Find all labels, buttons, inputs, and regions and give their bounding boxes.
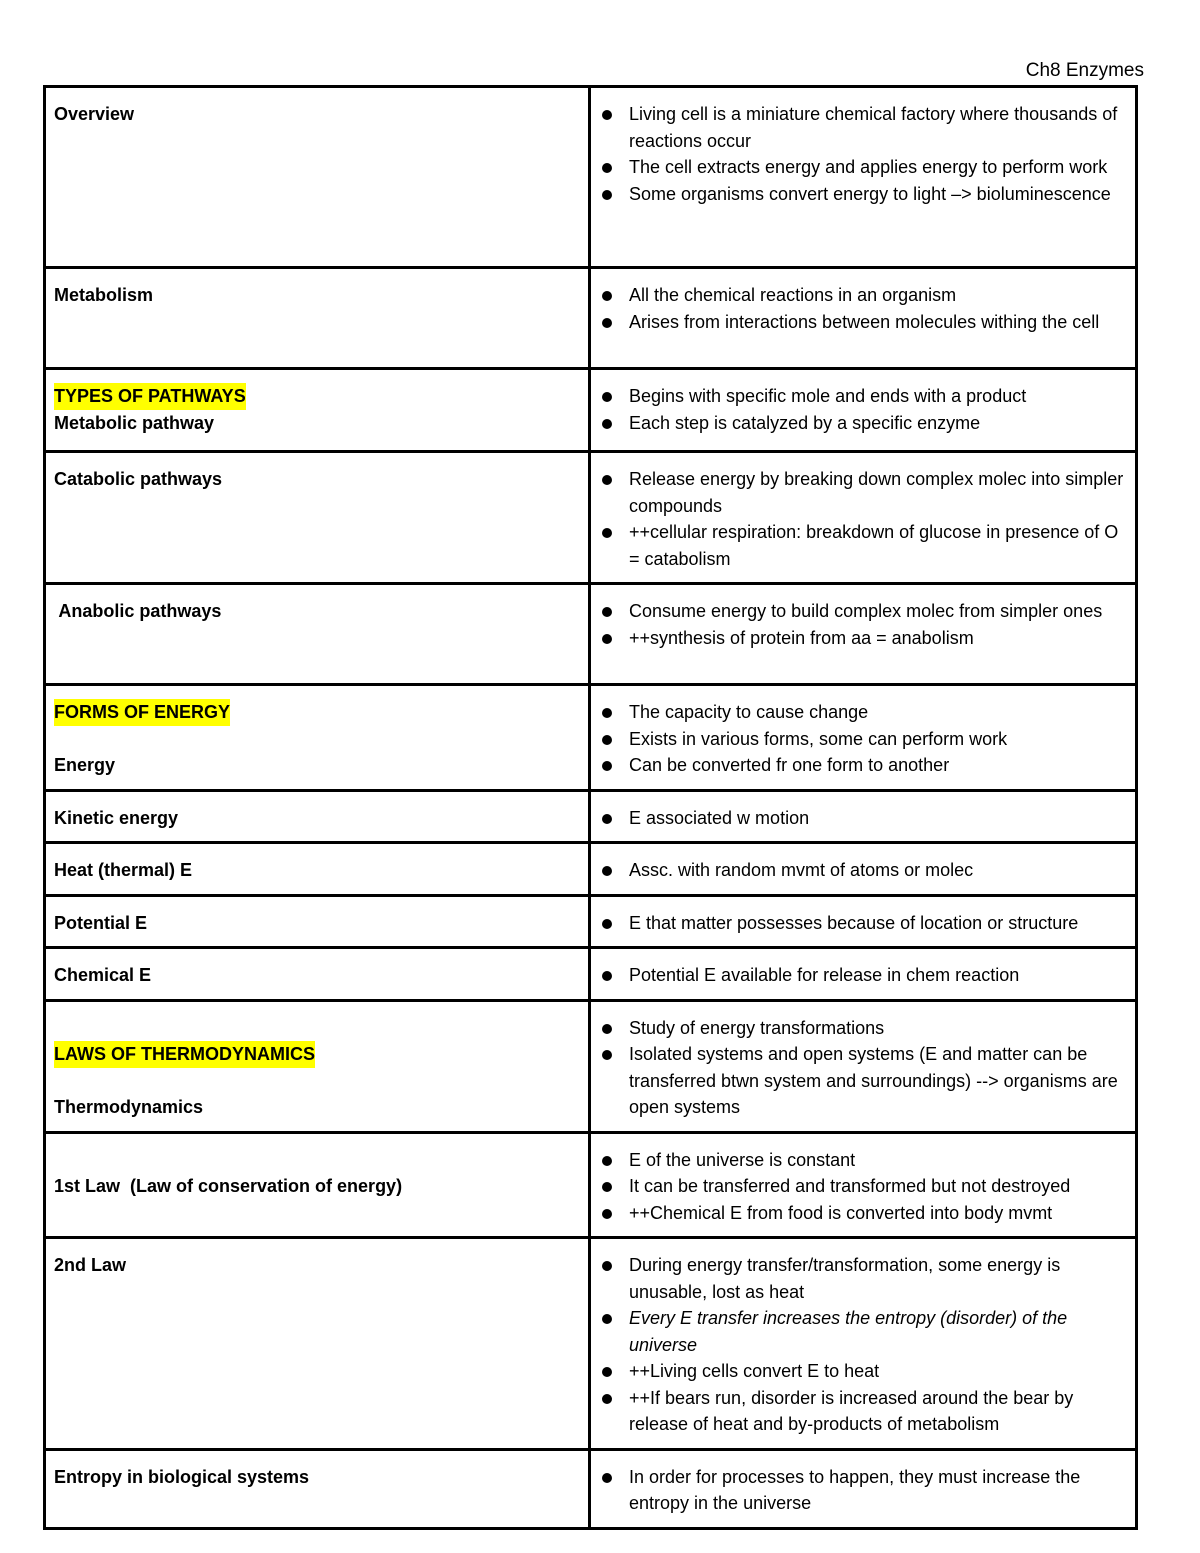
term-label: Metabolic pathway — [54, 412, 215, 433]
bullet-list — [599, 962, 1125, 989]
table-row — [45, 268, 1137, 369]
table-row — [45, 1449, 1137, 1528]
table-row — [45, 948, 1137, 1001]
bullet-list — [599, 1464, 1125, 1517]
list-item: Living cell is a miniature chemical factory where thousands of reactions occur — [599, 101, 1125, 154]
term-label: 2nd Law — [54, 1255, 127, 1275]
bullet-list — [599, 1147, 1125, 1227]
section-heading: LAWS OF THERMODYNAMICS — [54, 1041, 315, 1068]
list-item: E of the universe is constant — [599, 1147, 1125, 1174]
points-cell — [590, 452, 1137, 584]
points-cell — [590, 1000, 1137, 1132]
list-item: Arises from interactions between molecules withing the cell — [599, 309, 1125, 336]
table-row — [45, 584, 1137, 685]
term-cell — [45, 87, 590, 268]
points-cell — [590, 685, 1137, 791]
section-heading: TYPES OF PATHWAYS — [54, 383, 246, 410]
list-item: Assc. with random mvmt of atoms or molec — [599, 857, 1125, 884]
bullet-list — [599, 805, 1125, 832]
term-label: Potential E — [54, 912, 148, 933]
bullet-list — [599, 282, 1125, 335]
list-item: All the chemical reactions in an organism — [599, 282, 1125, 309]
list-item: ++Chemical E from food is converted into body mvmt — [599, 1200, 1125, 1227]
list-item: ++If bears run, disorder is increased around the bear by release of heat and by-products of metabolism — [599, 1385, 1125, 1438]
page-header-title: Ch8 Enzymes — [1025, 60, 1144, 81]
list-item: Isolated systems and open systems (E and matter can be transferred btwn system and surroundings) --> organisms are open systems — [599, 1041, 1125, 1121]
term-label: Entropy in biological systems — [54, 1466, 310, 1487]
term-label: Chemical E — [54, 965, 152, 985]
term-cell — [45, 1000, 590, 1132]
bullet-list — [599, 598, 1125, 651]
list-item: E associated w motion — [599, 805, 1125, 832]
points-cell — [590, 1449, 1137, 1528]
points-cell — [590, 1132, 1137, 1238]
term-cell — [45, 843, 590, 896]
term-label: Thermodynamics — [54, 1097, 204, 1117]
table-row — [45, 1000, 1137, 1132]
bullet-list — [599, 699, 1125, 779]
section-heading: FORMS OF ENERGY — [54, 699, 230, 726]
list-item: ++cellular respiration: breakdown of glucose in presence of O = catabolism — [599, 519, 1125, 572]
points-cell — [590, 369, 1137, 452]
list-item: ++Living cells convert E to heat — [599, 1358, 1125, 1385]
term-cell — [45, 584, 590, 685]
points-cell — [590, 584, 1137, 685]
list-item: Can be converted fr one form to another — [599, 752, 1125, 779]
points-cell — [590, 268, 1137, 369]
term-label: Heat (thermal) E — [54, 860, 193, 880]
table-row — [45, 843, 1137, 896]
list-item: Study of energy transformations — [599, 1015, 1125, 1042]
list-item: Release energy by breaking down complex molec into simpler compounds — [599, 466, 1125, 519]
list-item: Consume energy to build complex molec from simpler ones — [599, 598, 1125, 625]
term-label: Energy — [54, 755, 116, 775]
table-row — [45, 87, 1137, 268]
bullet-list — [599, 1252, 1125, 1438]
bullet-list — [599, 910, 1125, 937]
term-cell — [45, 369, 590, 452]
term-cell — [45, 268, 590, 369]
table-row — [45, 452, 1137, 584]
list-item: Each step is catalyzed by a specific enzyme — [599, 410, 1125, 437]
bullet-list — [599, 857, 1125, 884]
term-cell — [45, 452, 590, 584]
term-cell — [45, 790, 590, 843]
term-label: Anabolic pathways — [54, 601, 222, 621]
bullet-list — [599, 101, 1125, 207]
list-item: It can be transferred and transformed but not destroyed — [599, 1173, 1125, 1200]
points-cell — [590, 843, 1137, 896]
notes-table — [43, 85, 1138, 1530]
table-row — [45, 369, 1137, 452]
points-cell — [590, 87, 1137, 268]
term-label: Catabolic pathways — [54, 469, 223, 489]
list-item: In order for processes to happen, they must increase the entropy in the universe — [599, 1464, 1125, 1517]
term-cell — [45, 948, 590, 1001]
bullet-list — [599, 466, 1125, 572]
term-label: Kinetic energy — [54, 807, 179, 828]
table-row — [45, 790, 1137, 843]
points-cell — [590, 948, 1137, 1001]
table-row — [45, 685, 1137, 791]
list-item: Begins with specific mole and ends with a product — [599, 383, 1125, 410]
list-item: During energy transfer/transformation, some energy is unusable, lost as heat — [599, 1252, 1125, 1305]
table-row — [45, 895, 1137, 948]
term-label: 1st Law (Law of conservation of energy) — [54, 1176, 403, 1196]
term-cell — [45, 1132, 590, 1238]
list-item: The capacity to cause change — [599, 699, 1125, 726]
list-item: Every E transfer increases the entropy (disorder) of the universe — [599, 1305, 1125, 1358]
bullet-list — [599, 383, 1125, 436]
list-item: Exists in various forms, some can perform work — [599, 726, 1125, 753]
term-label: Overview — [54, 104, 135, 124]
bullet-list — [599, 1015, 1125, 1121]
points-cell — [590, 790, 1137, 843]
table-row — [45, 1238, 1137, 1450]
list-item: The cell extracts energy and applies energy to perform work — [599, 154, 1125, 181]
term-cell — [45, 895, 590, 948]
points-cell — [590, 895, 1137, 948]
list-item: Potential E available for release in chem reaction — [599, 962, 1125, 989]
term-cell — [45, 1238, 590, 1450]
list-item: Some organisms convert energy to light –> bioluminescence — [599, 181, 1125, 208]
term-cell — [45, 685, 590, 791]
term-cell — [45, 1449, 590, 1528]
list-item: E that matter possesses because of location or structure — [599, 910, 1125, 937]
table-row — [45, 1132, 1137, 1238]
term-label: Metabolism — [54, 285, 154, 305]
points-cell — [590, 1238, 1137, 1450]
list-item: ++synthesis of protein from aa = anabolism — [599, 625, 1125, 652]
